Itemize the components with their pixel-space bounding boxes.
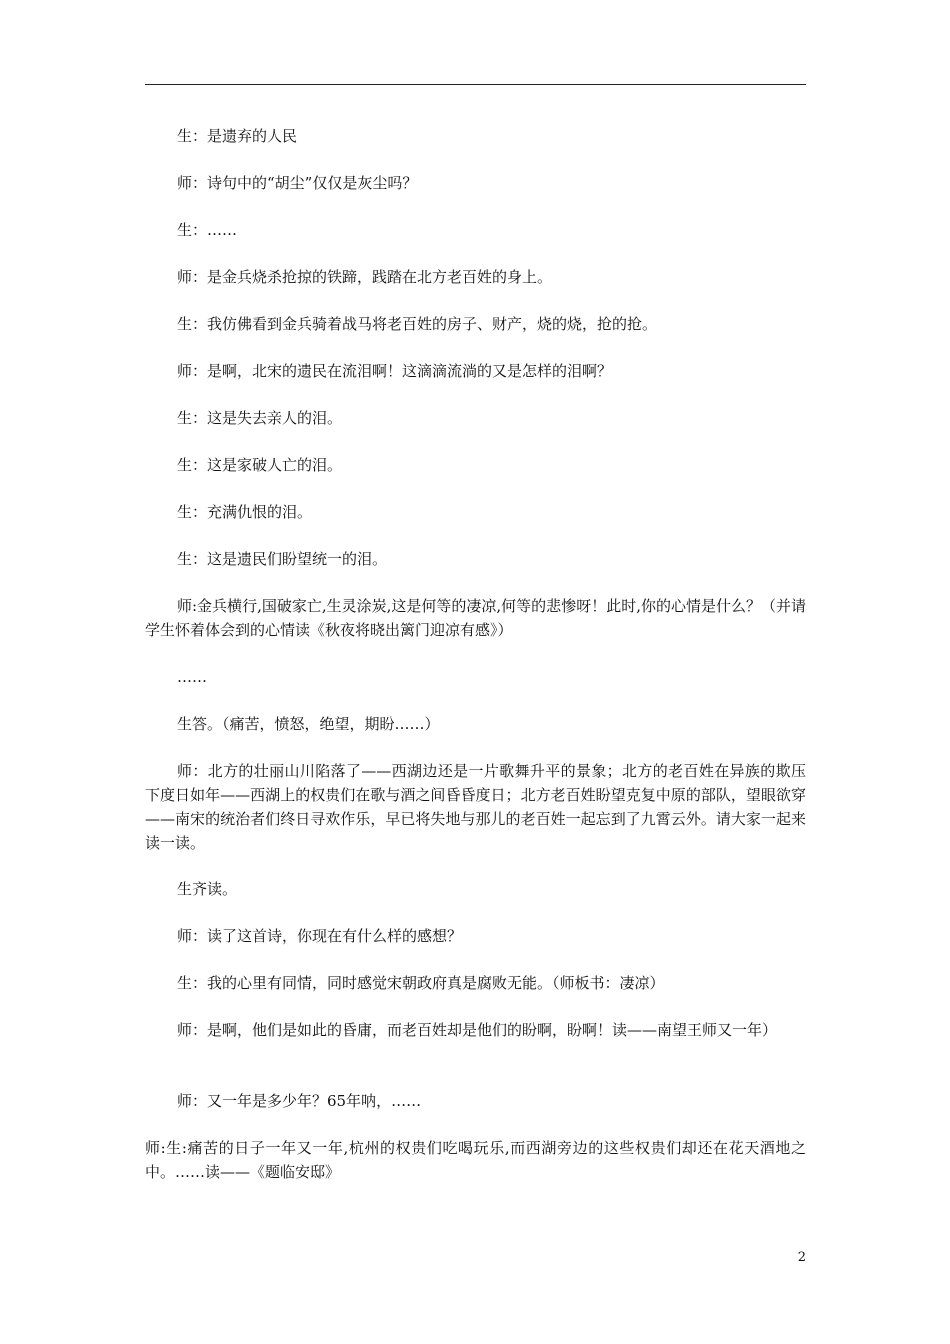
paragraph: 师:生:痛苦的日子一年又一年,杭州的权贵们吃喝玩乐,而西湖旁边的这些权贵们却还在花天酒地之中。……读——《题临安邸》 <box>145 1139 806 1181</box>
paragraph: 生：这是家破人亡的泪。 <box>177 456 343 474</box>
paragraph: 生：充满仇恨的泪。 <box>177 503 313 521</box>
paragraph: 师：是金兵烧杀抢掠的铁蹄，践踏在北方老百姓的身上。 <box>177 268 553 286</box>
page-number: 2 <box>797 1250 806 1265</box>
paragraph: 师：北方的壮丽山川陷落了——西湖边还是一片歌舞升平的景象；北方的老百姓在异族的欺压下度日如年——西湖上的权贵们在歌与酒之间昏昏度日；北方老百姓盼望克复中原的部队，望眼欲穿——南宋的统治者们终日寻欢作乐，早已将失地与那儿的老百姓一起忘到了九霄云外。请大家一起来读一读。 <box>145 762 806 852</box>
paragraph: 师：读了这首诗，你现在有什么样的感想？ <box>177 927 463 945</box>
paragraph: 生：这是遗民们盼望统一的泪。 <box>177 550 388 568</box>
paragraph: …… <box>177 668 207 686</box>
paragraph: 生：这是失去亲人的泪。 <box>177 409 343 427</box>
paragraph: 师：是啊，他们是如此的昏庸，而老百姓却是他们的盼啊，盼啊！读——南望王师又一年） <box>177 1021 778 1039</box>
paragraph: 生答。（痛苦，愤怒，绝望，期盼……） <box>177 715 440 733</box>
paragraph: 生：…… <box>177 221 238 239</box>
paragraph: 师:金兵横行,国破家亡,生灵涂炭,这是何等的凄凉,何等的悲惨呀！此时,你的心情是什么？（并请学生怀着体会到的心情读《秋夜将晓出篱门迎凉有感》） <box>145 597 806 639</box>
paragraph: 生：我的心里有同情，同时感觉宋朝政府真是腐败无能。（师板书：凄凉） <box>177 974 665 992</box>
paragraph: 师：又一年是多少年？65年呐，…… <box>177 1092 422 1110</box>
paragraph: 生齐读。 <box>177 880 238 898</box>
header-rule <box>145 84 806 85</box>
paragraph: 师：是啊，北宋的遗民在流泪啊！这滴滴流淌的又是怎样的泪啊？ <box>177 362 613 380</box>
paragraph: 师：诗句中的“胡尘”仅仅是灰尘吗？ <box>177 174 418 192</box>
paragraph: 生：我仿佛看到金兵骑着战马将老百姓的房子、财产，烧的烧，抢的抢。 <box>177 315 658 333</box>
paragraph: 生：是遗弃的人民 <box>177 127 298 145</box>
